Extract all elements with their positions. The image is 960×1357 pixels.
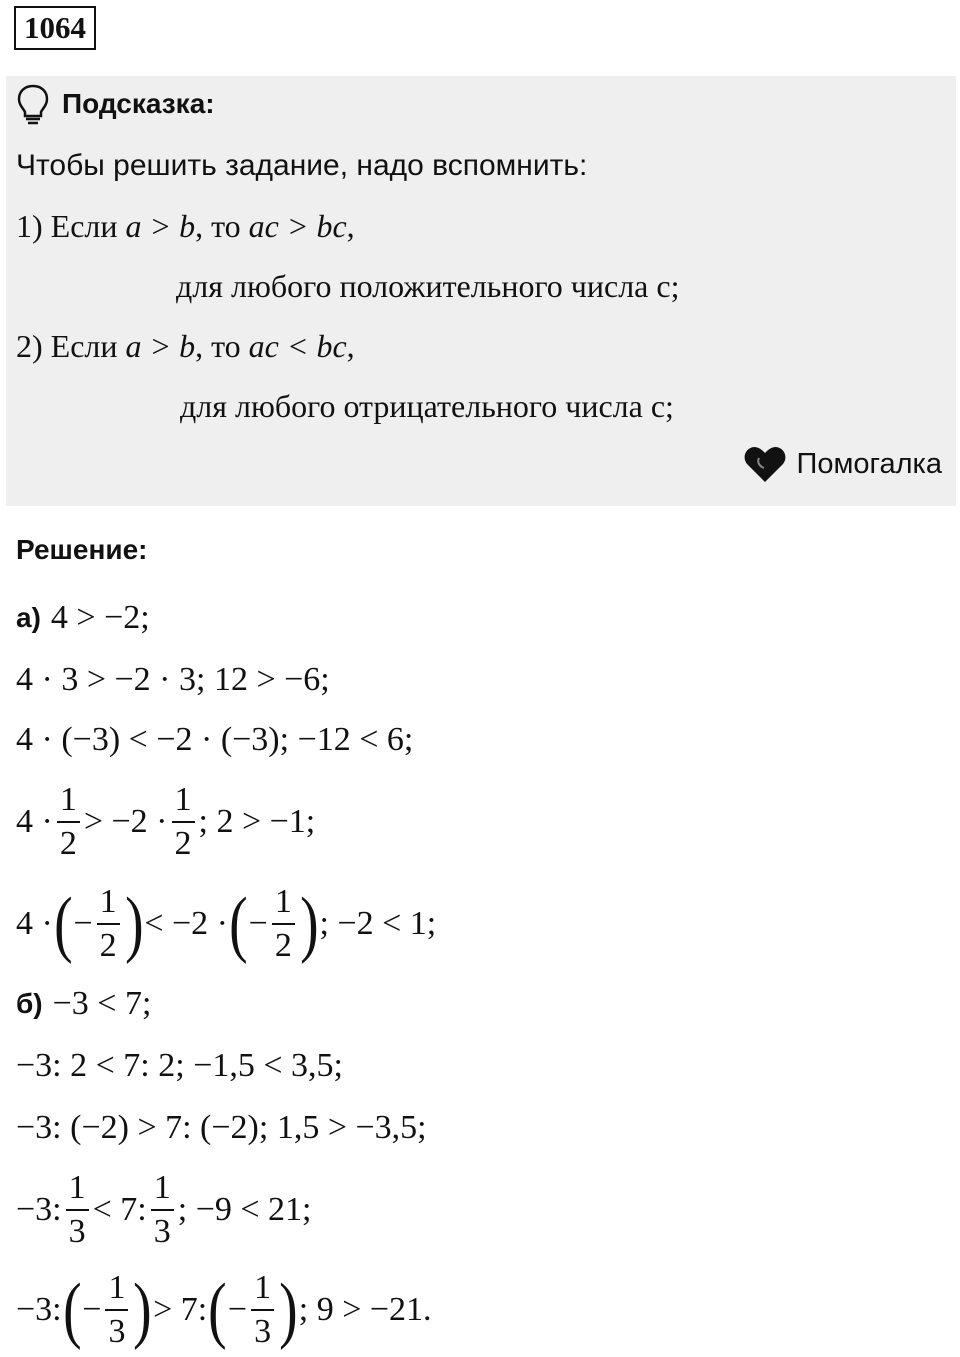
solution-b-line-1: б) −3 < 7; xyxy=(16,985,152,1022)
solution-a-line-3: 4 · (−3) < −2 · (−3); −12 < 6; xyxy=(16,721,414,758)
solution-title: Решение: xyxy=(16,534,148,565)
part-a-label: а) xyxy=(16,602,41,633)
solution-a-line-2: 4 · 3 > −2 · 3; 12 > −6; xyxy=(16,661,330,698)
hint-intro: Чтобы решить задание, надо вспомнить: xyxy=(16,149,588,182)
brand-name: Помогалка xyxy=(796,447,942,480)
solution-a-line-1: а) 4 > −2; xyxy=(16,599,150,636)
fraction: $\frac{1}{2}$ xyxy=(172,783,195,861)
lightbulb-icon xyxy=(16,83,50,125)
fraction: $\frac{1}{3}$ xyxy=(66,1171,89,1249)
fraction: $\frac{1}{2}$ xyxy=(272,885,295,963)
heart-icon xyxy=(743,444,787,484)
solution-b-line-2: −3: 2 < 7: 2; −1,5 < 3,5; xyxy=(16,1047,343,1084)
solution-a-line-5: 4 · ( − $\frac{1}{2}$ ) < −2 · ( − $\frac{1}{2}$ ) ; −2 < 1; xyxy=(16,883,437,965)
solution-b-line-3: −3: (−2) > 7: (−2); 1,5 > −3,5; xyxy=(16,1109,427,1146)
fraction: $\frac{1}{2}$ xyxy=(97,885,120,963)
fraction: $\frac{1}{3}$ xyxy=(151,1171,174,1249)
fraction: $\frac{1}{2}$ xyxy=(57,783,80,861)
hint-title: Подсказка: xyxy=(62,88,215,119)
brand-link[interactable] xyxy=(743,444,942,484)
hint-box xyxy=(6,76,956,506)
solution-a-line-4: 4 · $\frac{1}{2}$ > −2 · $\frac{1}{2}$ ; 2 > −1; xyxy=(16,781,316,862)
hint-rule-2-note: для любого отрицательного числа с; xyxy=(180,388,674,424)
part-b-label: б) xyxy=(16,988,43,1019)
fraction: $\frac{1}{3}$ xyxy=(251,1271,274,1349)
hint-rule-1-note: для любого положительного числа с; xyxy=(176,268,680,304)
hint-rule-1: 1) Если a > b, то ac > bc, xyxy=(16,208,355,244)
hint-header xyxy=(16,82,215,126)
fraction: $\frac{1}{3}$ xyxy=(105,1271,128,1349)
hint-rule-2: 2) Если a > b, то ac < bc, xyxy=(16,328,355,364)
solution-b-line-4: −3: $\frac{1}{3}$ < 7: $\frac{1}{3}$ ; −9 < 21; xyxy=(16,1169,312,1250)
solution-b-line-5: −3: ( − $\frac{1}{3}$ ) > 7: ( − $\frac{1}{3}$ ) ; 9 > −21. xyxy=(16,1269,432,1351)
task-number: 1064 xyxy=(14,6,96,50)
